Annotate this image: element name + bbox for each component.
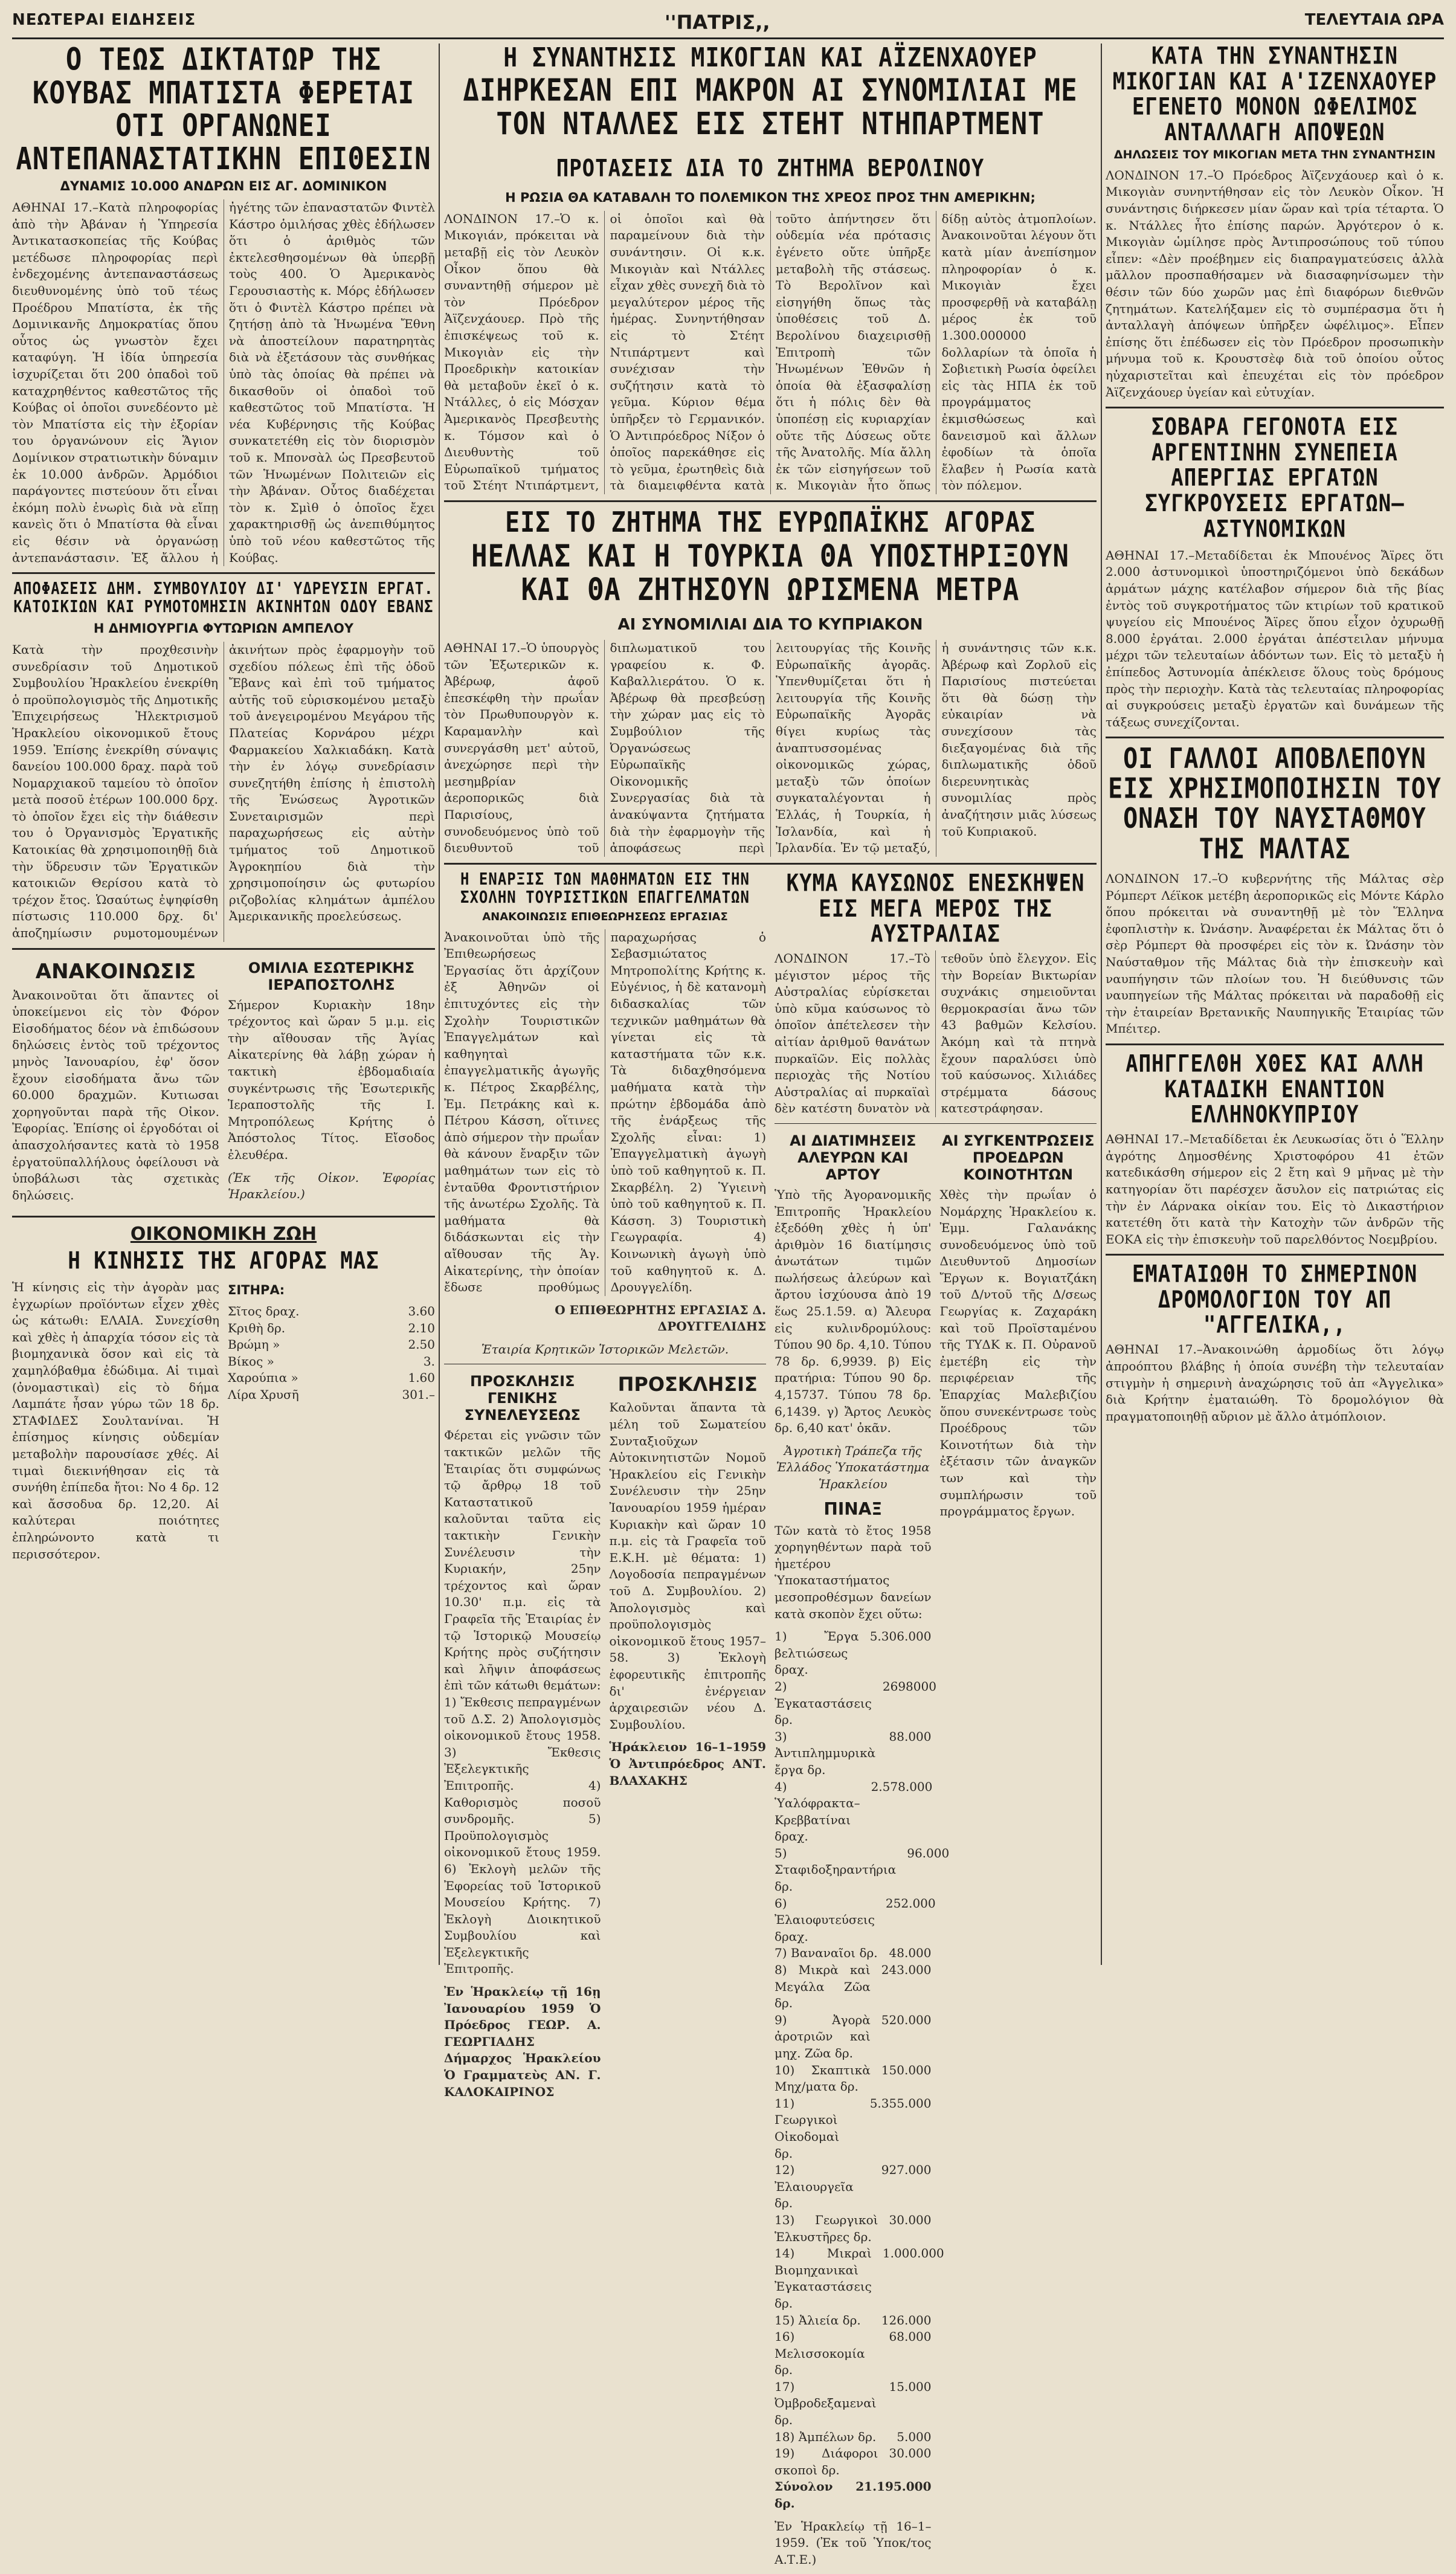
table-row — [775, 1679, 936, 1729]
row-value: 520.000 — [881, 2012, 932, 2027]
row-value: 252.000 — [885, 1895, 936, 1911]
headline: Ο ΤΕΩΣ ΔΙΚΤΑΤΩΡ ΤΗΣ ΚΟΥΒΑΣ ΜΠΑΤΙΣΤΑ ΦΕΡΕΤΑΙ ΟΤΙ ΟΡΓΑΝΩΝΕΙ ΑΝΤΕΠΑΝΑΣΤΑΤΙΚΗΝ ΕΠΙΘΕΣΙΝ — [16, 42, 431, 177]
table-row — [775, 2379, 932, 2429]
row-label: 16) Μελισσοκομία δρ. — [775, 2329, 865, 2378]
table-row — [775, 2212, 932, 2245]
subheadline: Η ΡΩΣΙΑ ΘΑ ΚΑΤΑΒΑΛΗ ΤΟ ΠΟΛΕΜΙΚΟΝ ΤΗΣ ΧΡΕΟΣ ΠΡΟΣ ΤΗΝ ΑΜΕΡΙΚΗΝ; — [505, 190, 1036, 205]
masthead — [12, 6, 1444, 39]
divider — [12, 948, 435, 950]
row-label: 2) Ἐγκαταστάσεις δρ. — [775, 1679, 872, 1727]
article-body: ΛΟΝΔΙΝΟΝ 17.–Ὁ Πρόεδρος Ἀϊζενχάουερ καὶ ὁ κ. Μικογιὰν συνηντήθησαν εἰς τὸν Λευκὸν Οἶκον. Ἡ συνάντησις διήρκεσεν μίαν ὥραν καὶ τρία τέταρτα. Ὁ κ. Ντάλλες ἦτο ἐπίσης παρών. Ἀργότερον ὁ κ. Μικογιὰν ὡμίλησε πρὸς Ἀντιπροσώπους τοῦ τύπου εἶπεν: «Δὲν προέβημεν εἰς διαπραγματεύσεις ἀλλὰ μᾶλλον προσπαθήσαμεν νὰ διασαφηνίσωμεν τὴν θέσιν τῶν δύο χωρῶν μας ἐπὶ διαφόρων διεθνῶν ζητημάτων. Κατελήξαμεν εἰς τὸ συμπέρασμα ὅτι ἡ ἀνταλλαγὴ ἀπόψεων ὑπῆρξεν ὠφέλιμος». Εἶπεν ἐπίσης ὅτι ἐπέδωσεν εἰς τὸν Πρόεδρον προσωπικὴν μήνυμα τοῦ κ. Κρουστσὲφ διὰ τοῦ ὁποίου οὗτος ηὐχαριστεῖται καὶ ἐπευχέται εἰς τὸν πρόεδρον Ἀϊζενχάουερ ὑγείαν καὶ εὐτυχίαν. — [1106, 167, 1444, 399]
row-value: 88.000 — [889, 1729, 932, 1744]
row-value: 5.306.000 — [869, 1629, 932, 1644]
article-body: Χθὲς τὴν πρωΐαν ὁ Νομάρχης Ἡρακλείου κ. Ἐμμ. Γαλανάκης συνοδευόμενος ὑπὸ τοῦ Διευθυντοῦ Δημοσίων Ἔργων κ. Βογιατζάκη τοῦ Δ/ντοῦ τῆς Δ/σεως Γεωργίας κ. Ζαχαράκη καὶ τοῦ Προϊσταμένου τῆς ΤΥΔΚ κ. Π. Οὐρανοῦ ἐμετέβη εἰς τὴν περιφέρειαν τῆς Ἐπαρχίας Μαλεβιζίου ὅπου συνεκέντρωσε τοὺς Προέδρους τῶν Κοινοτήτων διὰ τὴν ἐξέτασιν τῶν ἀναγκῶν των καὶ τὴν συμπλήρωσιν τοῦ προγράμματος ἔργων. — [939, 1187, 1097, 1519]
row-label: 8) Μικρὰ καὶ Μεγάλα Ζῶα δρ. — [775, 1963, 871, 2011]
lower-center-right — [775, 871, 1097, 2574]
row-label: 12) Ἐλαιουργεῖα δρ. — [775, 2163, 854, 2211]
headline: ΑΠΟΦΑΣΕΙΣ ΔΗΜ. ΣΥΜΒΟΥΛΙΟΥ ΔΙ' ΥΔΡΕΥΣΙΝ ΕΡΓΑΤ. ΚΑΤΟΙΚΙΩΝ ΚΑΙ ΡΥΜΟΤΟΜΗΣΙΝ ΑΚΙΝΗΤΩΝ ΟΔΟΥ ΕΒΑΝΣ — [13, 578, 434, 616]
article-body: ΑΘΗΝΑΙ 17.–Μεταδίδεται ἐκ Λευκωσίας ὅτι ὁ Ἕλλην ἀγρότης Δημοσθένης Χριστοφόρου 41 ἐτῶν κατεδικάσθη σήμερον εἰς 2 ἔτη καὶ 9 μῆνας μὲ τὴν κατηγορίαν ὅτι παρέσχεν ἄσυλον εἰς πατριώτας εἰς τὴν ἐν Λάρνακα οἰκίαν του. Εἰς τὸ Δικαστήριον κατετέθη ὅτι κατὰ τὴν Κατοχὴν τῶν ἀνδρῶν τῆς ΕΟΚΑ εἰς τὴν ἐπισκευὴν τοῦ παρελθόντος Νοεμβρίου. — [1106, 1132, 1444, 1247]
article-body: Ἡ κίνησις εἰς τὴν ἀγορὰν μας ἐγχωρίων προϊόντων εἶχεν χθὲς ὡς κάτωθι: ΕΛΑΙΑ. Συνεχίσθη καὶ χθὲς ἡ ἀπαρχία τόσον εἰς τὰ βιομηχανικὰ ὅσον καὶ εἰς τὰ χαμηλόβαθμα ἐδώδιμα. Αἱ τιμαὶ (ὀνομαστικαὶ) εἰς τὸ δήμα Λαμπάτε ἦσαν γύρω τῶν 18 δρ. ΣΤΑΦΙΔΕΣ Σουλτανίναι. Ἡ ἐπίσημος κίνησις οὐδεμίαν μεταβολὴν παρουσίασε χθές. Αἱ τιμαὶ διεκινήθησαν εἰς τὰ συνήθη ἐπίπεδα ἤτοι: Νο 4 δρ. 12 καὶ ἄσσοδυα δρ. 12,20. Αἱ καλύτεραι ποιότητες ἐπληρώνοντο κατὰ τι περισσότερον. — [12, 1280, 219, 1561]
article-body: ΛΟΝΔΙΝΟΝ 17.–Τὸ μέγιστον μέρος τῆς Αὐστραλίας εὑρίσκεται ὑπὸ κῦμα καύσωνος τὸ ὁποῖον ἀπέτελεσεν τὴν αἰτίαν ἀριθμοῦ θανάτων πυρκαϊῶν. Εἰς πολλὰς περιοχὰς τῆς Νοτίου Αὐστραλίας αἱ πυρκαϊαὶ δὲν κατέστη δυνατὸν νὰ τεθοῦν ὑπὸ ἔλεγχον. Εἰς τὴν Βορείαν Βικτωρίαν συχνάκις σημειοῦνται θερμοκρασίαι ἄνω τῶν 43 βαθμῶν Κελσίου. Ἀκόμη καὶ τὰ πτηνὰ ἔχουν παραλύσει ὑπὸ τοῦ καύσωνος. Χιλιάδες στρέμματα δάσους κατεστράφησαν. — [775, 950, 1097, 1116]
table-row — [775, 1845, 950, 1895]
newspaper-title: ''ΠΑΤΡΙΣ,, — [665, 11, 770, 34]
headline: ΠΡΟΣΚΛΗΣΙΣ — [617, 1373, 758, 1396]
bank-total: Σύνολον δρ. 21.195.000 — [775, 2479, 932, 2511]
article-mikoyan — [444, 44, 1097, 494]
row-value: 1.60 — [408, 1370, 435, 1385]
article-argentina — [1106, 414, 1444, 731]
table-row — [228, 1370, 435, 1387]
row-label: 1) Ἔργα βελτιώσεως δραχ. — [775, 1629, 859, 1677]
lower-center-left — [444, 871, 766, 2574]
divider — [12, 572, 435, 574]
price-rows — [228, 1303, 435, 1404]
row-value: 48.000 — [889, 1946, 932, 1961]
table-row — [775, 2162, 932, 2212]
divider — [444, 500, 1097, 502]
headline: ΑΠΗΓΓΕΛΘΗ ΧΘΕΣ ΚΑΙ ΑΛΛΗ ΚΑΤΑΔΙΚΗ ΕΝΑΝΤΙΟΝ ΕΛΛΗΝΟΚΥΠΡΙΟΥ — [1126, 1050, 1424, 1129]
table-row — [775, 2312, 932, 2329]
headline: Η ΕΝΑΡΞΙΣ ΤΩΝ ΜΑΘΗΜΑΤΩΝ ΕΙΣ ΤΗΝ ΣΧΟΛΗΝ ΤΟΥΡΙΣΤΙΚΩΝ ΕΠΑΓΓΕΛΜΑΤΩΝ — [460, 869, 750, 907]
row-label: 13) Γεωργικοὶ Ἑλκυστῆρες δρ. — [775, 2212, 878, 2244]
row-label: 4) Ὑαλόφρακτα–Κρεββατίναι δραχ. — [775, 1779, 860, 1844]
article-body: ΑΘΗΝΑΙ 17.–Ἀνακοινώθη ἁρμοδίως ὅτι λόγῳ ἀπροόπτου βλάβης ἡ ὁποία συνέβη τὴν τελευταίαν στιγμὴν ἡ σημερινὴ ἀναχώρησις τοῦ ἀπ «Ἀγγελικα» διὰ Κρήτην ἐματαιώθη. Τὸ δρομολόγιον θὰ πραγματοποιηθῇ αὔριον μὲ ἄλλο ἀτμόπλοιον. — [1106, 1342, 1444, 1424]
row-label: 18) Ἀμπέλων δρ. — [775, 2429, 877, 2444]
divider — [444, 863, 1097, 865]
article-tourism — [444, 871, 766, 1358]
table-row — [228, 1337, 435, 1353]
row-value: 2.578.000 — [871, 1779, 933, 1794]
bank-signature: Ἐν Ἡρακλείῳ τῇ 16–1–1959. (Ἐκ τοῦ Ὑποκ/τος Α.Τ.Ε.) — [775, 2518, 932, 2567]
headline: ΟΙ ΓΑΛΛΟΙ ΑΠΟΒΛΕΠΟΥΝ ΕΙΣ ΧΡΗΣΙΜΟΠΟΙΗΣΙΝ ΤΟΥ ΟΝΑΣΗ ΤΟΥ ΝΑΥΣΤΑΘΜΟΥ ΤΗΣ ΜΑΛΤΑΣ — [1108, 743, 1442, 865]
signature: Ἐν Ἡρακλείῳ τῇ 16ῃ Ἰανουαρίου 1959 Ὁ Πρόεδρος ΓΕΩΡ. Α. ΓΕΩΡΓΙΑΔΗΣ Δήμαρχος Ἡρακλείου Ὁ Γραμματεὺς ΑΝ. Γ. ΚΑΛΟΚΑΙΡΙΝΟΣ — [444, 1984, 601, 2099]
row-label: 15) Ἀλιεία δρ. — [775, 2312, 861, 2327]
price-list-label: ΣΙΤΗΡΑ: — [228, 1283, 285, 1298]
row-label: Βίκος » — [228, 1353, 274, 1369]
table-row — [775, 1779, 932, 1845]
table-row — [775, 2445, 932, 2479]
article-cyprus — [1106, 1051, 1444, 1248]
table-row — [775, 2329, 932, 2379]
article-body: ΑΘΗΝΑΙ 17.–Ὁ ὑπουργὸς τῶν Ἐξωτερικῶν κ. Ἀβέρωφ, ἀφοῦ ἐπεσκέφθη τὴν πρωΐαν τὸν Πρωθυπουργὸν κ. Καραμανλὴν καὶ συνεργάσθη μετ' αὐτοῦ, ἀνεχώρησε περὶ τὴν μεσημβρίαν ἀεροπορικῶς διὰ Παρισίους, συνοδευόμενος ὑπὸ τοῦ διευθυντοῦ τοῦ διπλωματικοῦ του γραφείου κ. Φ. Καβαλλιεράτου. Ὁ κ. Ἀβέρωφ θὰ πρεσβεύσῃ τὴν χώραν μας εἰς τὸ Συμβούλιον τῆς Ὀργανώσεως Εὐρωπαϊκῆς Οἰκονομικῆς Συνεργασίας διὰ τὰ ἀνακύψαντα ζητήματα διὰ τὴν ἐφαρμογὴν τῆς ἀποφάσεως περὶ λειτουργίας τῆς Κοινῆς Εὐρωπαϊκῆς ἀγορᾶς. Ὑπενθυμίζεται ὅτι ἡ λειτουργία τῆς Κοινῆς Εὐρωπαϊκῆς Ἀγορᾶς θίγει κυρίως τὰς ἀναπτυσσομένας οἰκονομικῶς χώρας, μεταξὺ τῶν ὁποίων συγκαταλέγονται ἡ Ἑλλάς, ἡ Τουρκία, ἡ Ἰσλανδία, καὶ ἡ Ἰρλανδία. Ἐν τῷ μεταξύ, ἡ συνάντησις τῶν κ.κ. Ἀβέρωφ καὶ Ζορλοῦ εἰς Παρισίους πιστεύεται ὅτι θὰ δώσῃ τὴν εὐκαιρίαν νὰ συνεχίσουν τὰς διεξαγομένας διὰ τῆς διπλωματικῆς ὁδοῦ διερευνητικὰς συνομιλίας πρὸς ἀναζήτησιν μιᾶς λύσεως τοῦ Κυπριακοῦ. — [444, 640, 1097, 856]
row-label: 11) Γεωργικοὶ Οἰκοδομαὶ δρ. — [775, 2095, 840, 2161]
divider — [1106, 407, 1444, 408]
headline: Η ΣΥΝΑΝΤΗΣΙΣ ΜΙΚΟΓΙΑΝ ΚΑΙ ΑΪΖΕΝΧΑΟΥΕΡ — [503, 42, 1037, 73]
row-value: 2.10 — [408, 1320, 435, 1335]
table-title: ΠΙΝΑΞ — [823, 1498, 883, 1519]
table-row — [775, 2062, 932, 2095]
row-value: 2698000 — [882, 1679, 936, 1694]
divider — [1106, 1254, 1444, 1256]
headline: ΕΜΑΤΑΙΩΘΗ ΤΟ ΣΗΜΕΡΙΝΟΝ ΔΡΟΜΟΛΟΓΙΟΝ ΤΟΥ ΑΠ "ΑΓΓΕΛΙΚΑ,, — [1132, 1260, 1418, 1340]
article-communities — [940, 1129, 1097, 2574]
subheadline: Η ΔΗΜΙΟΥΡΓΙΑ ΦΥΤΩΡΙΩΝ ΑΜΠΕΛΟΥ — [93, 621, 354, 636]
article-body: ΛΟΝΔΙΝΟΝ 17.–Ὁ κ. Μικογιάν, πρόκειται νὰ μεταβῇ εἰς τὸν Λευκὸν Οἶκον ὅπου θὰ συναντηθῇ σήμερον μὲ τὸν Πρόεδρον Ἀϊζενχάουερ. Πρὸ τῆς ἐπισκέψεως τοῦ κ. Μικογιὰν εἰς τὴν Προεδρικὴν κατοικίαν θὰ μεταβοῦν ἐκεῖ ὁ κ. Ντάλλες, ὁ εἰς Μόσχαν Ἀμερικανὸς Πρεσβευτὴς κ. Τόμσον καὶ ὁ Διευθυντὴς τοῦ Εὐρωπαϊκοῦ τμήματος τοῦ Στέητ Ντιπάρτμεντ, οἱ ὁποῖοι καὶ θὰ παραμείνουν διὰ τὴν συνάντησιν. Οἱ κ.κ. Μικογιὰν καὶ Ντάλλες εἶχαν χθὲς συνεχῆ διὰ τὸ μεγαλύτερον μέρος τῆς ἡμέρας. Συνηντήθησαν εἰς τὸ Στέητ Ντιπάρτμεντ καὶ συνέχισαν τὴν συζήτησιν κατὰ τὸ γεῦμα. Κύριον θέμα ὑπῆρξεν τὸ Γερμανικόν. Ὁ Ἀντιπρόεδρος Νίξον ὁ ὁποῖος παρεκάθησε εἰς τὸ γεῦμα, ἐρωτηθεὶς διὰ τὰ διαμειφθέντα κατὰ τοῦτο ἀπήντησεν ὅτι οὐδεμία νέα πρότασις ἐγένετο οὔτε ὑπῆρξε μεταβολὴ τῆς στάσεως. Τὸ Βερολῖνον καὶ εἰσηγήθη ὅπως τὰς ὑποθέσεις τοῦ Δ. Βερολίνου διαχειρισθῇ Ἐπιτροπὴ τῶν Ἡνωμένων Ἐθνῶν ἡ ὁποία θὰ ἐξασφαλίσῃ ὅτι ἡ πόλις δὲν θὰ ὑποπέσῃ εἰς κυριαρχίαν οὔτε τῆς Δύσεως οὔτε τῆς Ἀνατολῆς. Μία ἄλλη ἐκ τῶν εἰσηγήσεων τοῦ κ. Μικογιὰν ἦτο ὅπως δίδῃ αὐτὸς ἀτμοπλοίων. Ἀνακοινοῦται λέγουν ὅτι κατὰ μίαν ἀνεπίσημον πληροφορίαν ὁ κ. Μικογιὰν ἔχει προσφερθῇ νὰ καταβάλῃ μέρος ἐκ τοῦ 1.300.000000 δολλαρίων τὰ ὁποῖα ἡ Σοβιετικὴ Ρωσία ὀφείλει εἰς τὰς ΗΠΑ ἐκ τοῦ προγράμματος ἐκμισθώσεως καὶ δανεισμοῦ καὶ ἄλλων ἐφοδίων τὰ ὁποῖα ἔλαβεν ἡ Ρωσία κατὰ τὸν πόλεμον. — [444, 211, 1097, 493]
article-body: Καλοῦνται ἅπαντα τὰ μέλη τοῦ Σωματείου Συνταξιοῦχων Αὐτοκινητιστῶν Νομοῦ Ἡρακλείου εἰς Γενικὴν Συνέλευσιν τὴν 25ην Ἰανουαρίου 1959 ἡμέραν Κυριακὴν καὶ ὥραν 10 π.μ. εἰς τὰ Γραφεῖα τοῦ Ε.Κ.Η. μὲ θέματα: 1) Λογοδοσία πεπραγμένων τοῦ Δ. Συμβουλίου. 2) Ἀπολογισμὸς καὶ προϋπολογισμὸς οἰκονομικοῦ ἔτους 1957–58. 3) Ἐκλογὴ ἐφορευτικῆς ἐπιτροπῆς δι' ἐνέργειαν ἀρχαιρεσιῶν νέου Δ. Συμβουλίου. — [609, 1400, 766, 1732]
row-label: 9) Ἀγορὰ ἀροτριῶν καὶ μηχ. Ζῶα δρ. — [775, 2012, 871, 2060]
column-divider — [439, 44, 440, 1965]
article-australia — [775, 871, 1097, 1117]
row-value: 5.000 — [897, 2429, 932, 2444]
article-ship — [1106, 1262, 1444, 1425]
row-label: 7) Βαναναῖοι δρ. — [775, 1946, 878, 1961]
article-cuba — [12, 44, 435, 566]
row-label: 10) Σκαπτικὰ Μηχ/ματα δρ. — [775, 2062, 871, 2094]
row-label: 5) Σταφιδοξηραντήρια δρ. — [775, 1845, 897, 1894]
divider — [1106, 1043, 1444, 1045]
article-mikoyan-meeting — [1106, 44, 1444, 401]
announcements-row — [12, 956, 435, 1210]
article-council — [12, 580, 435, 942]
table-row — [775, 1945, 932, 1962]
row-label: Κριθὴ δρ. — [228, 1320, 286, 1335]
table-row — [228, 1320, 435, 1337]
row-label: Χαρούπια » — [228, 1370, 298, 1385]
headline: ΣΟΒΑΡΑ ΓΕΓΟΝΟΤΑ ΕΙΣ ΑΡΓΕΝΤΙΝΗΝ ΣΥΝΕΠΕΙΑ ΑΠΕΡΓΙΑΣ ΕΡΓΑΤΩΝ ΣΥΓΚΡΟΥΣΕΙΣ ΕΡΓΑΤΩΝ–ΑΣΤΥΝΟΜΙΚΩΝ — [1145, 413, 1405, 543]
article-body: Φέρεται εἰς γνῶσιν τῶν τακτικῶν μελῶν τῆς Ἑταιρίας ὅτι συμφώνως τῷ ἄρθρῳ 18 τοῦ Καταστατικοῦ καλοῦνται ταῦτα εἰς τακτικὴν Γενικὴν Συνέλευσιν τὴν Κυριακήν, 25ην τρέχοντος καὶ ὥραν 10.30' π.μ. εἰς τὰ Γραφεῖα τῆς Ἑταιρίας ἐν τῷ Ἱστορικῷ Μουσείῳ Κρήτης πρὸς συζήτησιν καὶ λῆψιν ἀποφάσεως ἐπὶ τῶν κάτωθι θεμάτων: 1) Ἔκθεσις πεπραγμένων τοῦ Δ.Σ. 2) Ἀπολογισμὸς οἰκονομικοῦ ἔτους 1958. 3) Ἔκθεσις Ἐξελεγκτικῆς Ἐπιτροπῆς. 4) Καθορισμὸς ποσοῦ συνδρομῆς. 5) Προϋπολογισμὸς οἰκονομικοῦ ἔτους 1959. 6) Ἐκλογὴ μελῶν τῆς Ἐφορείας τοῦ Ἱστορικοῦ Μουσείου Κρήτης. 7) Ἐκλογὴ Διοικητικοῦ Συμβουλίου καὶ Ἐξελεγκτικῆς Ἐπιτροπῆς. — [444, 1428, 601, 1976]
headline: ΟΜΙΛΙΑ ΕΣΩΤΕΡΙΚΗΣ ΙΕΡΑΠΟΣΤΟΛΗΣ — [248, 959, 415, 993]
row-value: 301.– — [402, 1387, 435, 1402]
section-label: ΟΙΚΟΝΟΜΙΚΗ ΖΩΗ — [130, 1224, 317, 1245]
row-value: 30.000 — [889, 2446, 932, 2461]
table-row — [775, 1962, 932, 2012]
column-divider — [1101, 44, 1102, 1965]
article-invitation — [610, 1369, 767, 2106]
row-value: 3.60 — [408, 1304, 435, 1319]
headline-tertiary: ΠΡΟΤΑΣΕΙΣ ΔΙΑ ΤΟ ΖΗΤΗΜΑ ΒΕΡΟΛΙΝΟΥ — [556, 154, 985, 182]
headline: ΑΙ ΣΥΓΚΕΝΤΡΩΣΕΙΣ ΠΡΟΕΔΡΩΝ ΚΟΙΝΟΤΗΤΩΝ — [942, 1132, 1095, 1183]
bank-table — [775, 1443, 950, 2569]
subheadline: ΔΗΛΩΣΕΙΣ ΤΟΥ ΜΙΚΟΓΙΑΝ ΜΕΤΑ ΤΗΝ ΣΥΝΑΝΤΗΣΙΝ — [1113, 147, 1436, 161]
row-label: 3) Ἀντιπλημμυρικὰ ἔργα δρ. — [775, 1729, 876, 1777]
row-value: 927.000 — [881, 2163, 932, 2178]
section-label-left: ΝΕΩΤΕΡΑΙ ΕΙΔΗΣΕΙΣ — [12, 11, 196, 29]
article-concert — [228, 956, 435, 1210]
column-right — [1106, 44, 1444, 1965]
article-body: Κατὰ τὴν προχθεσινὴν συνεδρίασιν τοῦ Δημοτικοῦ Συμβουλίου Ἡρακλείου ἐνεκρίθη ὁ προϋπολογισμὸς τῆς Δημοτικῆς Ἐπιχειρήσεως Ἠλεκτρισμοῦ Ἡρακλείου οἰκονομικοῦ ἔτους 1959. Ἐπίσης ἐνεκρίθη σύναψις δανείου 100.000 δραχ. παρὰ τοῦ Νομαρχιακοῦ ταμείου τὸ ὁποῖον μετὰ ποσοῦ ἑτέρων 100.000 δρχ. τὸ ὁποῖον ἔχει εἰς τὴν διάθεσιν του ὁ Ὀργανισμὸς Ἐργατικῆς Κατοικίας θὰ χρησιμοποιηθῇ διὰ τὴν ὕδρευσιν τῶν Ἐργατικῶν κατοικιῶν Θερίσου κατὰ τὸ τρέχον ἔτος. Ὡσαύτως ἐψηφίσθη πίστωσις 110.000 δρχ. δι' ἀποζημίωσιν ρυμοτομουμένων ἀκινήτων πρὸς ἐφαρμογὴν τοῦ σχεδίου πόλεως ἐπὶ τῆς ὁδοῦ Ἔβανς καὶ ἐπὶ τοῦ τμήματος αὐτῆς τοῦ εὑρισκομένου μεταξὺ τοῦ ἀνεγειρομένου Μεγάρου τῆς Πλατείας Κορνάρου μέχρι Φαρμακείου Χαλκιαδάκη. Κατὰ τὴν ἐν λόγῳ συνεδρίασιν συνεζητήθη ἐπίσης ἡ ἐπιστολὴ τῆς Ἑνώσεως Ἀγροτικῶν Συνεταιρισμῶν περὶ παραχωρήσεως εἰς αὐτὴν τμήματος τοῦ Δημοτικοῦ Ἀγροκηπίου διὰ τὴν χρησιμοποίησιν ὡς φυτωρίου ριζοβολίας κλημάτων ἀμπέλου Ἀμερικανικῆς προελεύσεως. — [12, 642, 435, 941]
signature: Ο ΕΠΙΘΕΩΡΗΤΗΣ ΕΡΓΑΣΙΑΣ Δ. ΔΡΟΥΓΓΕΛΙΔΗΣ — [555, 1302, 766, 1334]
row-label: 6) Ἐλαιοφυτεύσεις δραχ. — [775, 1895, 875, 1944]
article-malta — [1106, 744, 1444, 1037]
row-value: 3. — [423, 1353, 435, 1369]
table-row — [775, 2095, 932, 2162]
headline: ΚΥΜΑ ΚΑΥΣΩΝΟΣ ΕΝΕΣΚΗΨΕΝ ΕΙΣ ΜΕΓΑ ΜΕΡΟΣ ΤΗΣ ΑΥΣΤΡΑΛΙΑΣ — [786, 869, 1085, 948]
row-label: Σῖτος δραχ. — [228, 1304, 300, 1319]
article-announcements — [12, 956, 219, 1210]
table-row — [775, 2012, 932, 2062]
headline-secondary: ΔΙΗΡΚΕΣΑΝ ΕΠΙ ΜΑΚΡΟΝ ΑΙ ΣΥΝΟΜΙΛΙΑΙ ΜΕ ΤΟΝ ΝΤΑΛΛΕΣ ΕΙΣ ΣΤΕΗΤ ΝΤΗΠΑΡΤΜΕΝΤ — [463, 73, 1078, 142]
table-row — [775, 1628, 932, 1679]
table-row — [228, 1303, 435, 1320]
row-value: 2.50 — [408, 1337, 435, 1352]
row-value: 68.000 — [889, 2329, 932, 2344]
article-economy — [12, 1224, 435, 1569]
article-assembly — [444, 1369, 601, 2106]
table-row — [228, 1353, 435, 1370]
table-row — [775, 1729, 932, 1779]
section-label-right: ΤΕΛΕΥΤΑΙΑ ΩΡΑ — [1304, 11, 1444, 29]
headline-secondary: ΗΕΛΛΑΣ ΚΑΙ Η ΤΟΥΡΚΙΑ ΘΑ ΥΠΟΣΤΗΡΙΞΟΥΝ ΚΑΙ ΘΑ ΖΗΤΗΣΟΥΝ ΩΡΙΣΜΕΝΑ ΜΕΤΡΑ — [471, 538, 1069, 608]
row-value: 243.000 — [881, 1963, 932, 1978]
headline: ΑΙ ΔΙΑΤΙΜΗΣΕΙΣ ΑΛΕΥΡΩΝ ΚΑΙ ΑΡΤΟΥ — [790, 1132, 916, 1183]
article-body: Ὑπὸ τῆς Ἀγορανομικῆς Ἐπιτροπῆς Ἡρακλείου ἐξεδόθη χθὲς ἡ ὑπ' ἀριθμὸν 16 διατίμησις ἀνωτάτων τιμῶν πωλήσεως ἀλεύρων καὶ ἄρτου ἰσχύουσα ἀπὸ 19 ἕως 25.1.59. α) Ἄλευρα εἰς κυλινδρομύλους: Τύπου 90 δρ. 4,10. Τύπου 78 δρ. 6,9939. β) Εἰς πρατήρια: Τύπου 90 δρ. 4,15737. Τύπου 78 δρ. 6,1439. γ) Ἄρτος Λευκὸς δρ. 6,40 κατ' ὀκᾶν. — [775, 1187, 932, 1436]
row-value: 96.000 — [907, 1845, 950, 1860]
table-intro: Τῶν κατὰ τὸ ἔτος 1958 χορηγηθέντων παρὰ τοῦ ἡμετέρου Ὑποκαταστήματος μεσοπροθέσμων δανείων κατὰ σκοπὸν ἔχει οὕτω: — [775, 1523, 932, 1621]
headline: ΑΝΑΚΟΙΝΩΣΙΣ — [35, 959, 196, 984]
divider — [12, 1216, 435, 1218]
table-row — [228, 1387, 435, 1404]
row-label: 17) Ὀμβροδεξαμεναὶ δρ. — [775, 2379, 877, 2428]
headline: ΠΡΟΣΚΛΗΣΙΣ ΓΕΝΙΚΗΣ ΣΥΝΕΛΕΥΣΕΩΣ — [464, 1373, 581, 1424]
table-row — [775, 2429, 932, 2446]
article-bread-prices — [775, 1132, 932, 1437]
article-body: ΛΟΝΔΙΝΟΝ 17.–Ὁ κυβερνήτης τῆς Μάλτας σὲρ Ρόμπερτ Λέϊκοκ μετέβη ἀεροπορικῶς εἰς Μόντε Κάρλο ὅπου πρόκειται νὰ συναντηθῇ μὲ τὸν Ἕλληνα ἐφοπλιστὴν κ. Ὠνάσην. Ἀναφέρεται ἐκ Μάλτας ὅτι ὁ σὲρ Ρόμπερτ θὰ προσφέρει εἰς τὸν κ. Ὠνάσην τὸν Ναύσταθμον τῆς Μάλτας διὰ τὴν ἐπισκευὴν καὶ ναυπήγησιν τῶν πλοίων του. Ἡ διεύθυνσις τῶν ναυπηγείων τῆς Μάλτας πρόκειται νὰ παραδοθῇ εἰς τὴν ἐταιρείαν Βρετανικῆς Ναυπηγικῆς Ἑταιρίας τῶν Μπέιτερ. — [1106, 871, 1444, 1036]
headline: ΚΑΤΑ ΤΗΝ ΣΥΝΑΝΤΗΣΙΝ ΜΙΚΟΓΙΑΝ ΚΑΙ Α'ΙΖΕΝΧΑΟΥΕΡ ΕΓΕΝΕΤΟ ΜΟΝΟΝ ΩΦΕΛΙΜΟΣ ΑΝΤΑΛΛΑΓΗ ΑΠΟΨΕΩΝ — [1112, 42, 1437, 147]
headline: Η ΚΙΝΗΣΙΣ ΤΗΣ ΑΓΟΡΑΣ ΜΑΣ — [68, 1247, 379, 1276]
article-body: Ἀνακοινοῦται ὑπὸ τῆς Ἐπιθεωρήσεως Ἐργασίας ὅτι ἀρχίζουν ἐξ Ἀθηνῶν οἱ ἐπιτυχόντες εἰς τὴν Σχολὴν Τουριστικῶν Ἐπαγγελμάτων καὶ καθηγηταὶ ἐπαγγελματικῆς ἀγωγῆς κ. Πέτρος Σκαρβέλης, Ἐμ. Πετράκης καὶ κ. Πέτρου Κάσση, οἵτινες ἀπὸ σήμερον τὴν πρωΐαν θὰ κάνουν ἔναρξιν τῶν μαθημάτων των εἰς τὸ ἐνταῦθα Φροντιστήριον τῆς ἀνωτέρω Σχολῆς. Τὰ μαθήματα θὰ διδάσκωνται εἰς τὴν αἴθουσαν τῆς Ἁγ. Αἰκατερίνης, τὴν ὁποίαν ἔδωσε προθύμως παραχωρήσας ὁ Σεβασμιώτατος Μητροπολίτης Κρήτης κ. Εὐγένιος, ἡ δὲ κατανομὴ διδασκαλίας τῶν τεχνικῶν μαθημάτων θὰ γίνεται εἰς τὰ καταστήματα τῶν κ.κ. Τὰ διδαχθησόμενα μαθήματα κατὰ τὴν πρώτην ἑβδομάδα ἀπὸ τῆς ἐνάρξεως τῆς Σχολῆς εἶναι: 1) Ἐπαγγελματικὴ ἀγωγὴ ὑπὸ τοῦ καθηγητοῦ κ. Π. Σκαρβέλη. 2) Ὑγιεινὴ ὑπὸ τοῦ καθηγητοῦ κ. Π. Κάσση. 3) Τουριστικὴ Γεωγραφία. 4) Κοινωνικὴ ἀγωγὴ ὑπὸ τοῦ καθηγητοῦ κ. Δ. Δρουγγελίδη. — [444, 929, 766, 1295]
price-list — [228, 1279, 435, 1569]
table-row — [775, 2245, 944, 2312]
subheadline: ΑΙ ΣΥΝΟΜΙΛΙΑΙ ΔΙΑ ΤΟ ΚΥΠΡΙΑΚΟΝ — [617, 616, 923, 634]
article-body: ΑΘΗΝΑΙ 17.–Κατὰ πληροφορίας ἀπὸ τὴν Ἀβάναν ἡ Ὑπηρεσία Ἀντικατασκοπείας τῆς Κούβας μετέδωσε πληροφορίας περὶ ἐνδεχομένης ἀντεπαναστάσεως διευθυνομένης ὑπὸ τοῦ τέως Προέδρου Μπατίστα, ἐκ τῆς Δομινικανῆς Δημοκρατίας ὅπου οὗτος ὡς γνωστὸν ἔχει καταφύγη. Ἡ ἰδία ὑπηρεσία ἰσχυρίζεται ὅτι 200 ὀπαδοὶ τοῦ καταχρηθέντος καθεστῶτος τῆς Κούβας οἱ ὁποῖοι συνεδέοντο μὲ τὸν Μπατίστα εἰς τὴν ἐξορίαν του ὀργανώνουν εἰς Ἅγιον Δομίνικον στρατιωτικὴν δύναμιν ἐκ 10.000 ἀνδρῶν. Ἀρμόδιοι παράγοντες πιστεύουν ὅτι εἶναι ἐκόμη πολὺ ἐνωρὶς διὰ νὰ εἴπῃ κανεὶς ὅτι ὁ Μπατίστα θὰ εἶναι εἰς θέσιν νὰ ὀργανώσῃ ἀντεπανάστασιν. Ἐξ ἄλλου ἡ ἠγέτης τῶν ἐπαναστατῶν Φιντὲλ Κάστρο ὁμιλήσας χθὲς ἐδήλωσεν ὅτι ὁ ἀριθμὸς τῶν ἐκτελεσθησομένων θὰ ὑπερβῇ τοὺς 400. Ὁ Ἀμερικανὸς Γερουσιαστὴς κ. Μόρς ἐδήλωσεν ὅτι ὁ Φιντὲλ Κάστρο πρέπει νὰ ζητήσῃ ἀπὸ τὰ Ἡνωμένα Ἔθνη νὰ ἀποστείλουν παρατηρητὰς διὰ νὰ ἐξετάσουν τὰς συνθήκας ὑπὸ τὰς ὁποίας θὰ πρέπει νὰ δικασθοῦν οἱ ὀπαδοὶ τοῦ καθεστῶτος τοῦ Μπατίστα. Ἡ νέα Κυβέρνησις τῆς Κούβας συνκατετέθη εἰς τὸν διορισμὸν τοῦ κ. Μπονσὰλ ὡς Πρεσβευτοῦ τῶν Ἡνωμένων Πολιτειῶν εἰς τὴν Ἀβάναν. Οὗτος διαδέχεται τὸν κ. Σμὶθ ὁ ὁποῖος ἔχει χαρακτηρισθῇ ὡς ἀνεπιθύμητος ὑπὸ τοῦ νέου καθεστῶτος τῆς Κούβας. — [12, 200, 435, 565]
row-label: Βρώμη » — [228, 1337, 280, 1352]
table-row — [775, 1895, 936, 1946]
headline: ΕΙΣ ΤΟ ΖΗΤΗΜΑ ΤΗΣ ΕΥΡΩΠΑΪΚΗΣ ΑΓΟΡΑΣ — [505, 506, 1036, 539]
bank-title: Ἀγροτικὴ Τράπεζα τῆς Ἑλλάδος Ὑποκατάστημα Ἡρακλείου — [776, 1443, 930, 1491]
row-value: 126.000 — [881, 2312, 932, 2327]
row-value: 15.000 — [889, 2379, 932, 2394]
article-body: Ἀνακοινοῦται ὅτι ἅπαντες οἱ ὑποκείμενοι εἰς τὸν Φόρον Εἰσοδήματος δέον νὰ ἐπιδώσουν δηλώσεις ἐντὸς τοῦ τρέχοντος μηνὸς Ἰανουαρίου, ἐφ' ὅσον ἔχουν εἰσοδήματα ἄνω τῶν 60.000 δραχμῶν. Κυτιωσαι χορηγοῦνται παρὰ τῆς Οἰκον. Ἐφορίας. Ἐπίσης οἱ ἐργοδόται οἱ ἀπασχολήσαντες κατὰ τὸ 1958 ἐργατοϋπαλλήλους ὀφείλουσι νὰ ὑποβάλωσι τὰς σχετικὰς δηλώσεις. — [12, 987, 219, 1202]
row-label: Λίρα Χρυσῆ — [228, 1387, 299, 1402]
lower-center-grid — [444, 871, 1097, 2574]
society-name: Ἑταιρία Κρητικῶν Ἱστορικῶν Μελετῶν. — [481, 1341, 729, 1356]
article-body: ΑΘΗΝΑΙ 17.–Μεταδίδεται ἐκ Μπουένος Ἄϊρες ὅτι 2.000 ἀστυνομικοὶ ὑποστηριζόμενοι ὑπὸ δεκάδων ἀρμάτων μάχης κατέλαβον σήμερον διὰ τῆς βίας ἐντὸς τοῦ συγκροτήματος τῶν κτιρίων τοῦ κρατικοῦ ψυγείου εἰς Μπουένος Ἄϊρες ὅπου εἶχον ὀχυρωθῇ 8.000 ἐργάται. 2.000 ἐργάται ἀπέστειλαν μήνυμα μέχρι τῶν τελευταίων ἀδόντων των. Εἰς τὸ μεταξὺ ἡ ἐπίπεδος Ἀστυνομία ἀπέκλεισε ὅλους τοὺς δρόμους πρὸς τὴν περιοχὴν. Κατὰ τὰς τελευταίας πληροφορίας αἱ συγκρούσεις μεταξὺ ἐργατῶν καὶ δυνάμεων τῆς τάξεως συνεχίζονται. — [1106, 547, 1444, 729]
row-label: 19) Διάφοροι σκοποὶ δρ. — [775, 2446, 878, 2477]
signature: (Ἐκ τῆς Οἰκον. Ἐφορίας Ἡρακλείου.) — [228, 1170, 435, 1202]
row-value: 5.355.000 — [869, 2095, 932, 2111]
column-center — [444, 42, 1097, 2567]
column-left — [12, 44, 435, 1965]
bank-rows — [775, 1628, 950, 2479]
row-value: 150.000 — [881, 2062, 932, 2077]
article-european-market — [444, 508, 1097, 857]
divider — [1106, 737, 1444, 738]
subheadline: ΔΥΝΑΜΙΣ 10.000 ΑΝΔΡΩΝ ΕΙΣ ΑΓ. ΔΟΜΙΝΙΚΟΝ — [60, 179, 387, 194]
row-label: 14) Μικραὶ Βιομηχανικαὶ Ἐγκαταστάσεις δρ. — [775, 2246, 872, 2311]
row-value: 1.000.000 — [882, 2246, 944, 2261]
signature: Ἡράκλειον 16–1–1959 Ὁ Ἀντιπρόεδρος ΑΝΤ. ΒΛΑΧΑΚΗΣ — [609, 1740, 766, 1788]
row-value: 30.000 — [889, 2212, 932, 2227]
article-body: Σήμερον Κυριακὴν 18ην τρέχοντος καὶ ὥραν 5 μ.μ. εἰς τὴν αἴθουσαν τῆς Ἁγίας Αἰκατερίνης θὰ λάβῃ χώραν ἡ τακτικὴ ἑβδομαδιαία συγκέντρωσις τῆς Ἐσωτερικῆς Ἱεραποστολῆς τῆς Ι. Μητροπόλεως Κρήτης ὁ Ἀπόστολος Τίτος. Εἴσοδος ἐλευθέρα. — [228, 997, 435, 1162]
subheadline: ΑΝΑΚΟΙΝΩΣΙΣ ΕΠΙΘΕΩΡΗΣΕΩΣ ΕΡΓΑΣΙΑΣ — [482, 910, 728, 923]
